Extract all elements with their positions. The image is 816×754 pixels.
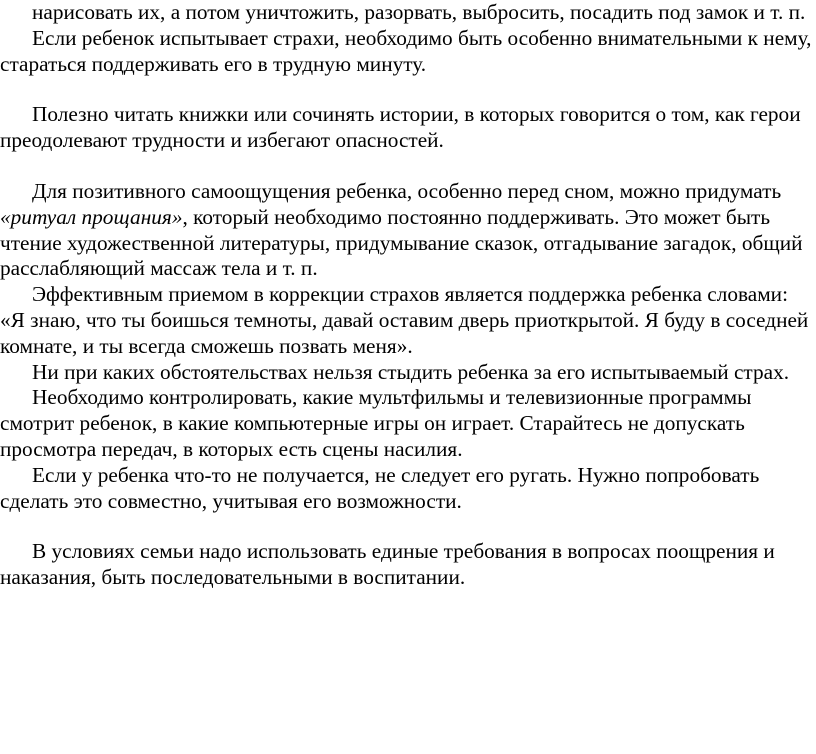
paragraph-7-text: Необходимо контролировать, какие мультфильмы и телевизионные программы смотрит ребенок, в какие компьютерные игры он играет. Старайтесь не допускать просмотра передач, в которых есть сцены насилия. (0, 385, 752, 461)
paragraph-9 (0, 539, 812, 591)
paragraph-3-text: Полезно читать книжки или сочинять истории, в которых говорится о том, как герои преодолевают трудности и избегают опасностей. (0, 102, 801, 153)
paragraph-5 (0, 282, 812, 359)
paragraph-3 (0, 102, 812, 154)
paragraph-2 (0, 26, 812, 78)
paragraph-9-text: В условиях семьи надо использовать единые требования в вопросах поощрения и наказания, быть последовательными в воспитании. (0, 539, 775, 590)
paragraph-2-text: Если ребенок испытывает страхи, необходимо быть особенно внимательными к нему, стараться поддерживать его в трудную минуту. (0, 25, 812, 76)
paragraph-5-text: Эффективным приемом в коррекции страхов является поддержка ребенка словами: «Я знаю, что ты боишься темноты, давай оставим дверь приоткрытой. Я буду в соседней комнате, и ты всегда сможешь позвать меня». (0, 282, 809, 358)
paragraph-1-text: нарисовать их, а потом уничтожить, разорвать, выбросить, посадить под замок и т. п. (32, 0, 806, 24)
paragraph-4-text-before: Для позитивного самоощущения ребенка, особенно перед сном, можно придумать (32, 178, 782, 203)
paragraph-4-italic-phrase: «ритуал прощания» (0, 204, 183, 229)
paragraph-6 (0, 360, 812, 386)
paragraph-6-text: Ни при каких обстоятельствах нельзя стыдить ребенка за его испытываемый страх. (32, 359, 790, 384)
paragraph-7 (0, 385, 812, 462)
paragraph-4 (0, 179, 812, 282)
paragraph-4-text-after: , который необходимо постоянно поддерживать. Это может быть чтение художественной литературы, придумывание сказок, отгадывание загадок, общий расслабляющий массаж тела и т. п. (0, 204, 803, 281)
paragraph-1 (0, 0, 812, 26)
paragraph-8 (0, 463, 812, 515)
paragraph-8-text: Если у ребенка что-то не получается, не следует его ругать. Нужно попробовать сделать это совместно, учитывая его возможности. (0, 462, 760, 513)
